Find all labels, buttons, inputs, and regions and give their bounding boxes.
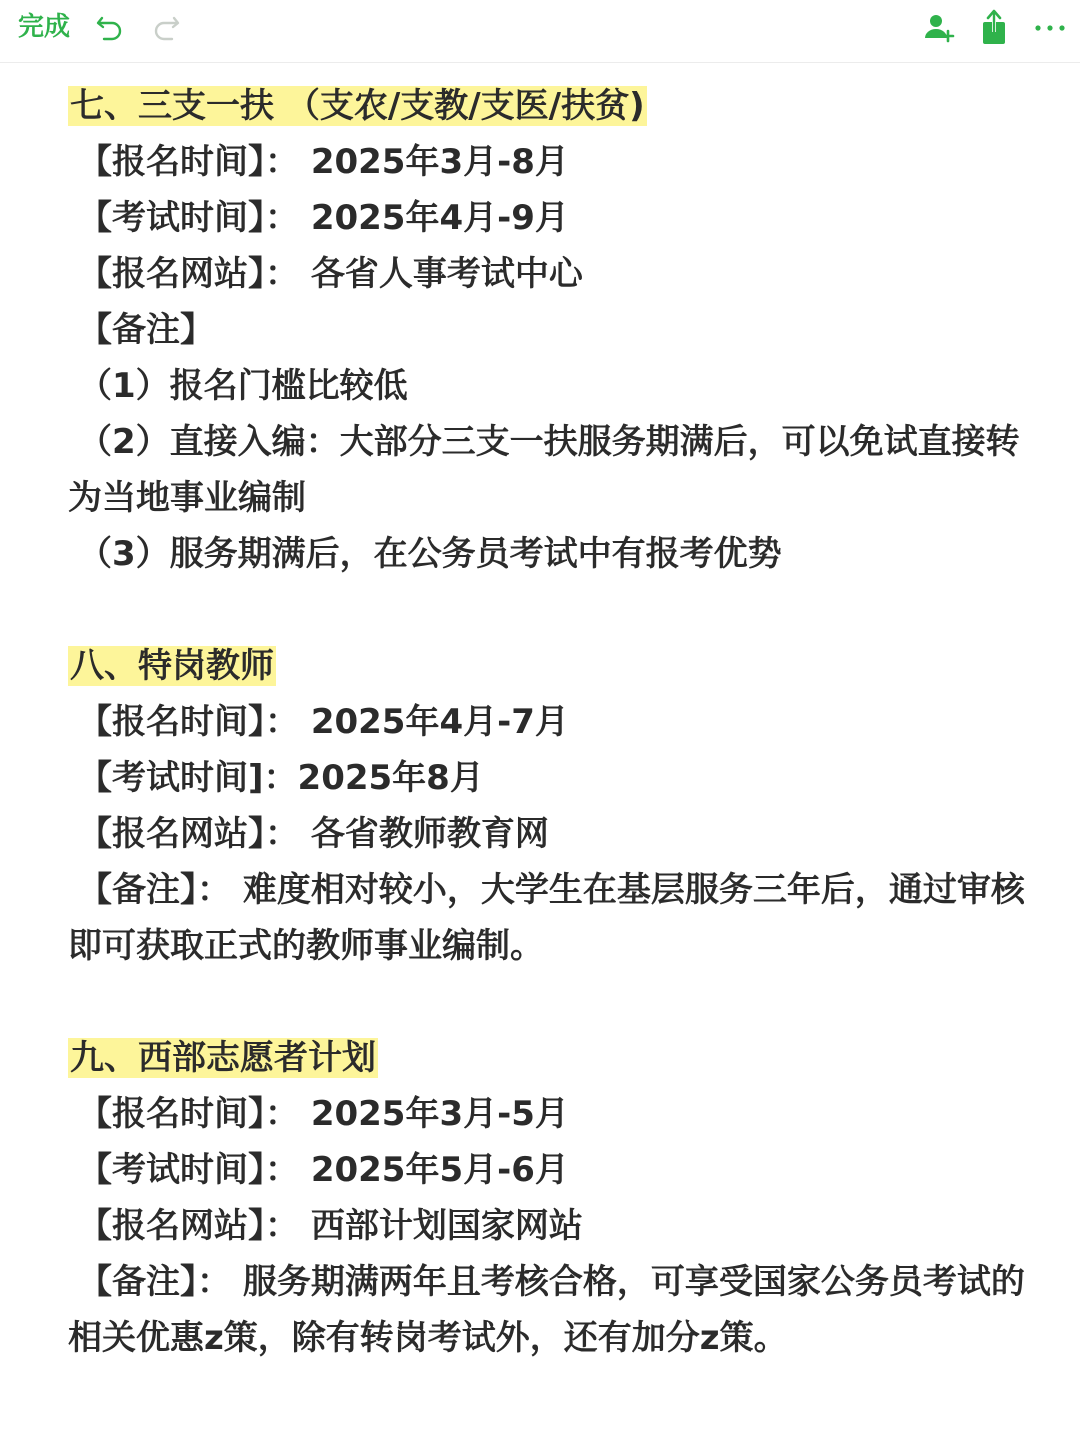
note-item: （3）服务期满后，在公务员考试中有报考优势 (78, 534, 782, 574)
note-body[interactable] (68, 78, 1028, 1366)
note: 【备注】： 服务期满两年且考核合格，可享受国家公务员考试的相关优惠z策，除有转岗考试外，还有加分z策。 (68, 1262, 1025, 1358)
section-9-heading: 九、西部志愿者计划 (70, 1038, 376, 1078)
exam-time: 【考试时间]：2025年8月 (78, 758, 484, 798)
note-label: 【备注】 (78, 310, 214, 350)
registration-time: 【报名时间】： 2025年3月-8月 (78, 142, 569, 182)
blank-line (68, 974, 1028, 1030)
registration-time: 【报名时间】： 2025年3月-5月 (78, 1094, 569, 1134)
registration-website: 【报名网站】： 各省人事考试中心 (78, 254, 583, 294)
more-icon[interactable] (1032, 10, 1068, 50)
registration-time: 【报名时间】： 2025年4月-7月 (78, 702, 569, 742)
section-8-heading: 八、特岗教师 (70, 646, 274, 686)
note: 【备注】： 难度相对较小，大学生在基层服务三年后，通过审核即可获取正式的教师事业编制。 (68, 870, 1025, 966)
note-item: （1）报名门槛比较低 (78, 366, 408, 406)
editor-toolbar (0, 0, 1080, 63)
exam-time: 【考试时间】： 2025年5月-6月 (78, 1150, 569, 1190)
section-7-heading: 七、三支一扶 （支农/支教/支医/扶贫) (70, 86, 645, 126)
share-icon[interactable] (978, 8, 1010, 52)
section-heading (68, 1030, 1028, 1086)
add-user-icon[interactable] (922, 10, 956, 50)
section-heading (68, 78, 1028, 134)
undo-icon[interactable] (92, 10, 128, 50)
note-item: （2）直接入编：大部分三支一扶服务期满后，可以免试直接转为当地事业编制 (68, 422, 1020, 518)
registration-website: 【报名网站】： 各省教师教育网 (78, 814, 549, 854)
done-button[interactable]: 完成 (18, 12, 71, 42)
section-heading (68, 638, 1028, 694)
exam-time: 【考试时间】： 2025年4月-9月 (78, 198, 569, 238)
redo-icon[interactable] (148, 10, 184, 50)
blank-line (68, 582, 1028, 638)
registration-website: 【报名网站】： 西部计划国家网站 (78, 1206, 583, 1246)
